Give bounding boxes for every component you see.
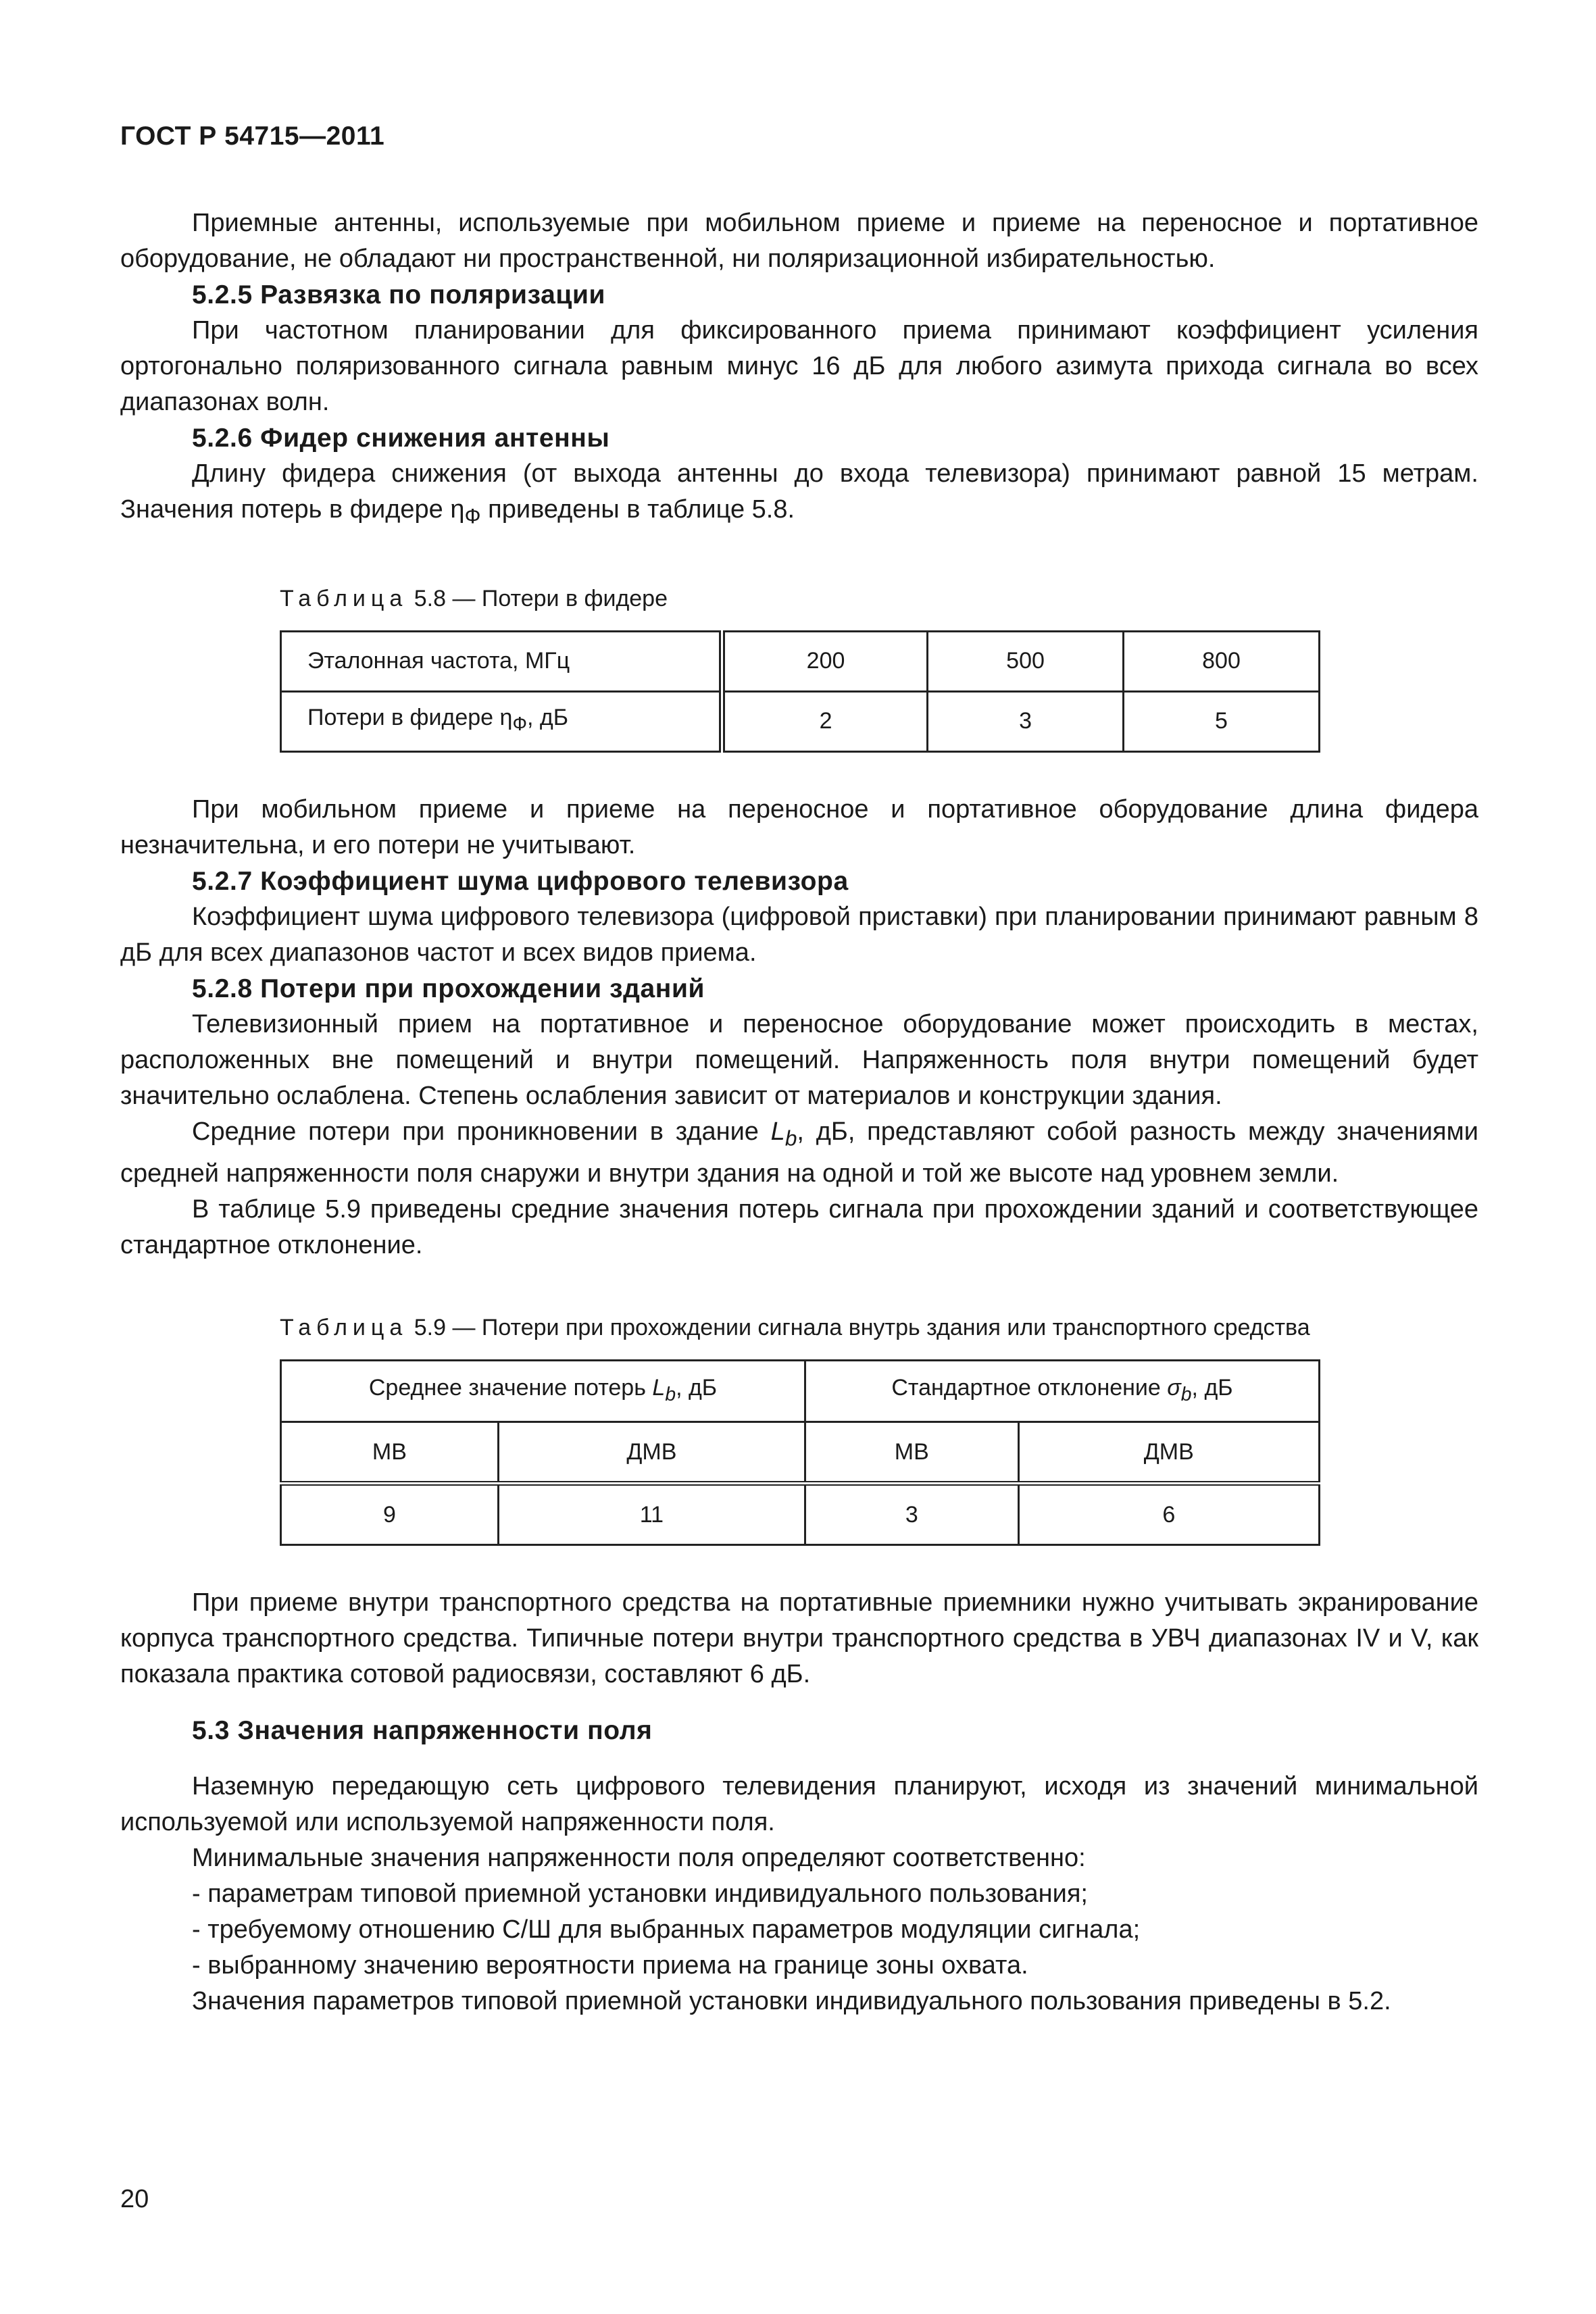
table-cell: 800: [1124, 631, 1320, 691]
table-cell: 5: [1124, 691, 1320, 751]
paragraph-feeder: Длину фидера снижения (от выхода антенны до входа телевизора) принимают равной 15 метрам. Значения потерь в фидере $\eta_Ф$ приведены в таблице 5.8.: [120, 459, 1478, 528]
paragraph-network-planning: Наземную передающую сеть цифрового телевидения планируют, исходя из значений минимальной используемой или используемой напряженности поля.: [120, 1772, 1478, 1837]
document-id: ГОСТ Р 54715—2011: [120, 122, 385, 151]
section-heading-5-2-7: 5.2.7 Коэффициент шума цифрового телевизора: [192, 866, 849, 896]
section-heading-5-2-6: 5.2.6 Фидер снижения антенны: [192, 424, 610, 453]
table-row: [281, 1484, 1320, 1545]
paragraph-params-ref: Значения параметров типовой приемной установки индивидуального пользования приведены в 5.2.: [192, 1987, 1391, 2016]
table-row: [281, 691, 1320, 751]
table-cell: 500: [928, 631, 1124, 691]
paragraph-table-5-9-ref: В таблице 5.9 приведены средние значения потерь сигнала при прохождении зданий и соответствующее стандартное отклонение.: [120, 1195, 1478, 1260]
table-header-cell: МВ: [281, 1422, 499, 1484]
eta-subscript: Ф: [464, 503, 481, 528]
paragraph-building-reception: Телевизионный прием на портативное и переносное оборудование может происходить в местах, расположенных вне помещений и внутри помещений. Напряженность поля внутри помещений будет значительно ослаблена. Степень ослабления зависит от материалов и конструкции здания.: [120, 1009, 1478, 1110]
table-cell: 2: [722, 691, 928, 751]
table-cell: 200: [722, 631, 928, 691]
paragraph-vehicle: При приеме внутри транспортного средства на портативные приемники нужно учитывать экранирование корпуса транспортного средства. Типичные потери внутри транспортного средства в УВЧ диапазонах IV и V, как показала практика сотовой радиосвязи, составляют 6 дБ.: [120, 1588, 1478, 1689]
table-cell: 11: [498, 1484, 805, 1545]
table-cell: 6: [1018, 1484, 1319, 1545]
table-5-8-caption: Таблица 5.8 — Потери в фидере: [280, 585, 668, 611]
list-item: - выбранному значению вероятности приема на границе зоны охвата.: [192, 1951, 1028, 1980]
table-header-cell: МВ: [805, 1422, 1018, 1484]
table-header-cell: Среднее значение потерь $L_b$, дБ: [281, 1361, 805, 1422]
section-heading-5-2-5: 5.2.5 Развязка по поляризации: [192, 280, 606, 309]
table-row: [281, 631, 1320, 691]
table-cell: 9: [281, 1484, 499, 1545]
paragraph-building-losses: Средние потери при проникновении в здание $L_b$, дБ, представляют собой разность между значениями средней напряженности поля снаружи и внутри здания на одной и той же высоте над уровнем земли.: [120, 1117, 1478, 1188]
list-item: - требуемому отношению С/Ш для выбранных параметров модуляции сигнала;: [192, 1915, 1141, 1944]
table-cell: Эталонная частота, МГц: [281, 631, 722, 691]
table-5-9-caption: Таблица 5.9 — Потери при прохождении сигнала внутрь здания или транспортного средства: [280, 1315, 1310, 1341]
paragraph-noise-figure: Коэффициент шума цифрового телевизора (цифровой приставки) при планировании принимают равным 8 дБ для всех диапазонов частот и всех видов приема.: [120, 902, 1478, 967]
table-header-cell: ДМВ: [1018, 1422, 1319, 1484]
table-cell: Потери в фидере $\eta_Ф$, дБ: [281, 691, 722, 751]
table-cell: 3: [928, 691, 1124, 751]
page-content: [120, 205, 1478, 2019]
paragraph-min-field-strength: Минимальные значения напряженности поля определяют соответственно:: [192, 1844, 1086, 1873]
table-5-9: [280, 1359, 1320, 1546]
table-header-cell: Стандартное отклонение $\sigma_b$, дБ: [805, 1361, 1319, 1422]
page-number: 20: [120, 2185, 149, 2213]
eta-symbol: η: [450, 495, 465, 524]
table-row: [281, 1422, 1320, 1484]
section-heading-5-2-8: 5.2.8 Потери при прохождении зданий: [192, 974, 705, 1003]
table-header-cell: ДМВ: [498, 1422, 805, 1484]
table-5-8: [280, 630, 1320, 753]
list-item: - параметрам типовой приемной установки индивидуального пользования;: [192, 1880, 1088, 1909]
table-cell: 3: [805, 1484, 1018, 1545]
paragraph-antennas: Приемные антенны, используемые при мобильном приеме и приеме на переносное и портативное оборудование, не обладают ни пространственной, ни поляризационной избирательностью.: [120, 209, 1478, 273]
paragraph-feeder-mobile: При мобильном приеме и приеме на переносное и портативное оборудование длина фидера незначительна, и его потери не учитывают.: [120, 795, 1478, 859]
section-heading-5-3: 5.3 Значения напряженности поля: [192, 1716, 653, 1746]
table-row: [281, 1361, 1320, 1422]
paragraph-polarization: При частотном планировании для фиксированного приема принимают коэффициент усиления ортогонально поляризованного сигнала равным минус 16 дБ для любого азимута прихода сигнала во всех диапазонах волн.: [120, 316, 1478, 416]
